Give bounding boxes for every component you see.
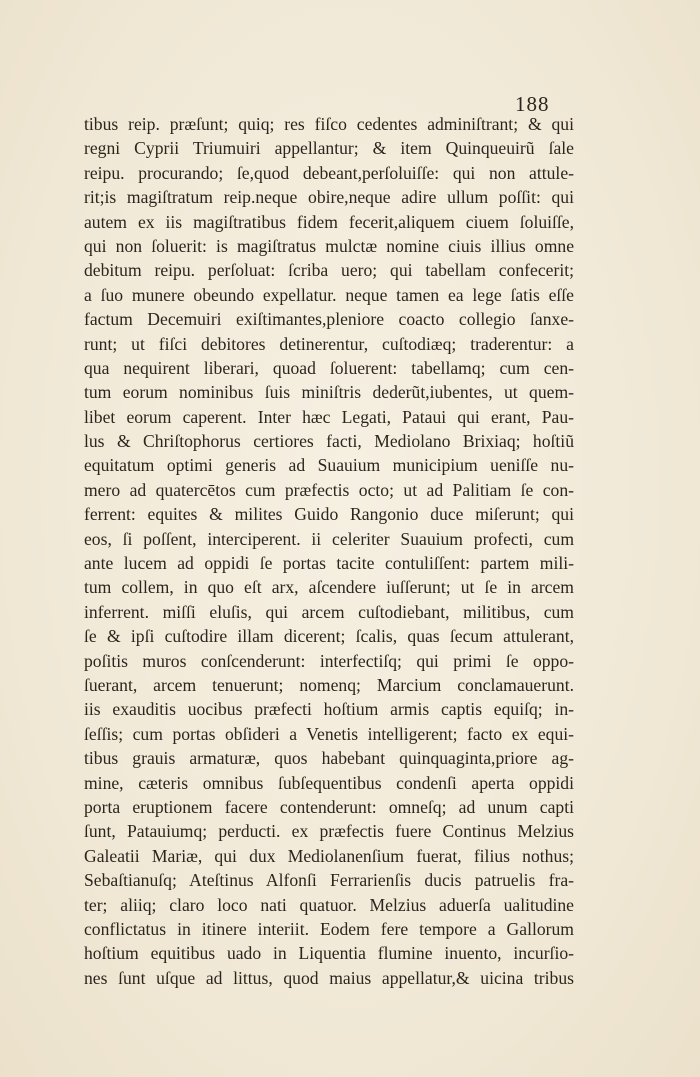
text-line: autem ex iis magiſtratibus fidem fecerit,aliquem ciuem ſoluiſſe, bbox=[84, 211, 574, 232]
text-line: equitatum optimi generis ad Suauium municipium ueniſſe nu- bbox=[84, 455, 574, 476]
text-line: ſunt, Patauiumq; perducti. ex præfectis fuere Continus Melzius bbox=[84, 821, 574, 842]
text-line: Galeatii Mariæ, qui dux Mediolanenſium fuerat, filius nothus; bbox=[84, 845, 574, 866]
text-line: tibus reip. præſunt; quiq; res fiſco cedentes adminiſtrant; & qui bbox=[84, 114, 574, 134]
text-line: qui non ſoluerit: is magiſtratus mulctæ nomine ciuis illius omne bbox=[84, 235, 574, 256]
text-line: iis exauditis uocibus præfecti hoſtium armis captis equiſq; in- bbox=[84, 699, 574, 720]
text-line: reipu. procurando; ſe,quod debeant,perſoluiſſe: qui non attule- bbox=[84, 162, 574, 183]
text-line: nes ſunt uſque ad littus, quod maius appellatur,& uicina tribus bbox=[84, 967, 574, 988]
text-line: regni Cyprii Triumuiri appellantur; & item Quinqueuirũ ſale bbox=[84, 138, 574, 159]
text-line: poſitis muros conſcenderunt: interfectiſq; qui primi ſe oppo- bbox=[84, 650, 574, 671]
text-line: ferrent: equites & milites Guido Rangonio duce miſerunt; qui bbox=[84, 504, 574, 525]
text-line: a ſuo munere obeundo expellatur. neque tamen ea lege ſatis eſſe bbox=[84, 284, 574, 305]
text-line: hoſtium equitibus uado in Liquentia flumine inuento, incurſio- bbox=[84, 943, 574, 964]
text-line: lus & Chriſtophorus certiores facti, Mediolano Brixiaq; hoſtiũ bbox=[84, 431, 574, 452]
text-line: mine, cæteris omnibus ſubſequentibus condenſi aperta oppidi bbox=[84, 772, 574, 793]
text-line: debitum reipu. perſoluat: ſcriba uero; qui tabellam confecerit; bbox=[84, 260, 574, 281]
text-line: porta eruptionem facere contenderunt: omneſq; ad unum capti bbox=[84, 796, 574, 817]
text-line: ſuerant, arcem tenuerunt; nomenq; Marcium conclamauerunt. bbox=[84, 674, 574, 695]
text-line: ſeſſis; cum portas obſideri a Venetis intelligerent; facto ex equi- bbox=[84, 723, 574, 744]
body-text bbox=[84, 112, 574, 990]
text-line: tibus grauis armaturæ, quos habebant quinquaginta,priore ag- bbox=[84, 748, 574, 769]
text-line: ante lucem ad oppidi ſe portas tacite contuliſſent: partem mili- bbox=[84, 553, 574, 574]
text-line: factum Decemuiri exiſtimantes,pleniore coacto collegio ſanxe- bbox=[84, 309, 574, 330]
page-number: 188 bbox=[515, 92, 550, 116]
text-line: tum eorum nominibus ſuis miniſtris dederũt,iubentes, ut quem- bbox=[84, 382, 574, 403]
text-line: libet eorum caperent. Inter hæc Legati, Pataui qui erant, Pau- bbox=[84, 406, 574, 427]
text-line: mero ad quatercētos cum præfectis octo; ut ad Palitiam ſe con- bbox=[84, 479, 574, 500]
text-line: Sebaſtianuſq; Ateſtinus Alfonſi Ferrarienſis ducis patruelis fra- bbox=[84, 870, 574, 891]
text-line: conflictatus in itinere interiit. Eodem fere tempore a Gallorum bbox=[84, 918, 574, 939]
text-line: ſe & ipſi cuſtodire illam dicerent; ſcalis, quas ſecum attulerant, bbox=[84, 626, 574, 647]
text-line: eos, ſi poſſent, interciperent. ii celeriter Suauium profecti, cum bbox=[84, 528, 574, 549]
text-line: tum collem, in quo eſt arx, aſcendere iuſſerunt; ut ſe in arcem bbox=[84, 577, 574, 598]
text-line: runt; ut fiſci debitores detinerentur, cuſtodiæq; traderentur: a bbox=[84, 333, 574, 354]
text-line: rit;is magiſtratum reip.neque obire,neque adire ullum poſſit: qui bbox=[84, 187, 574, 208]
text-line: inferrent. miſſi eluſis, qui arcem cuſtodiebant, militibus, cum bbox=[84, 601, 574, 622]
text-line: ter; aliiq; claro loco nati quatuor. Melzius aduerſa ualitudine bbox=[84, 894, 574, 915]
text-line: qua nequirent liberari, quoad ſoluerent: tabellamq; cum cen- bbox=[84, 357, 574, 378]
